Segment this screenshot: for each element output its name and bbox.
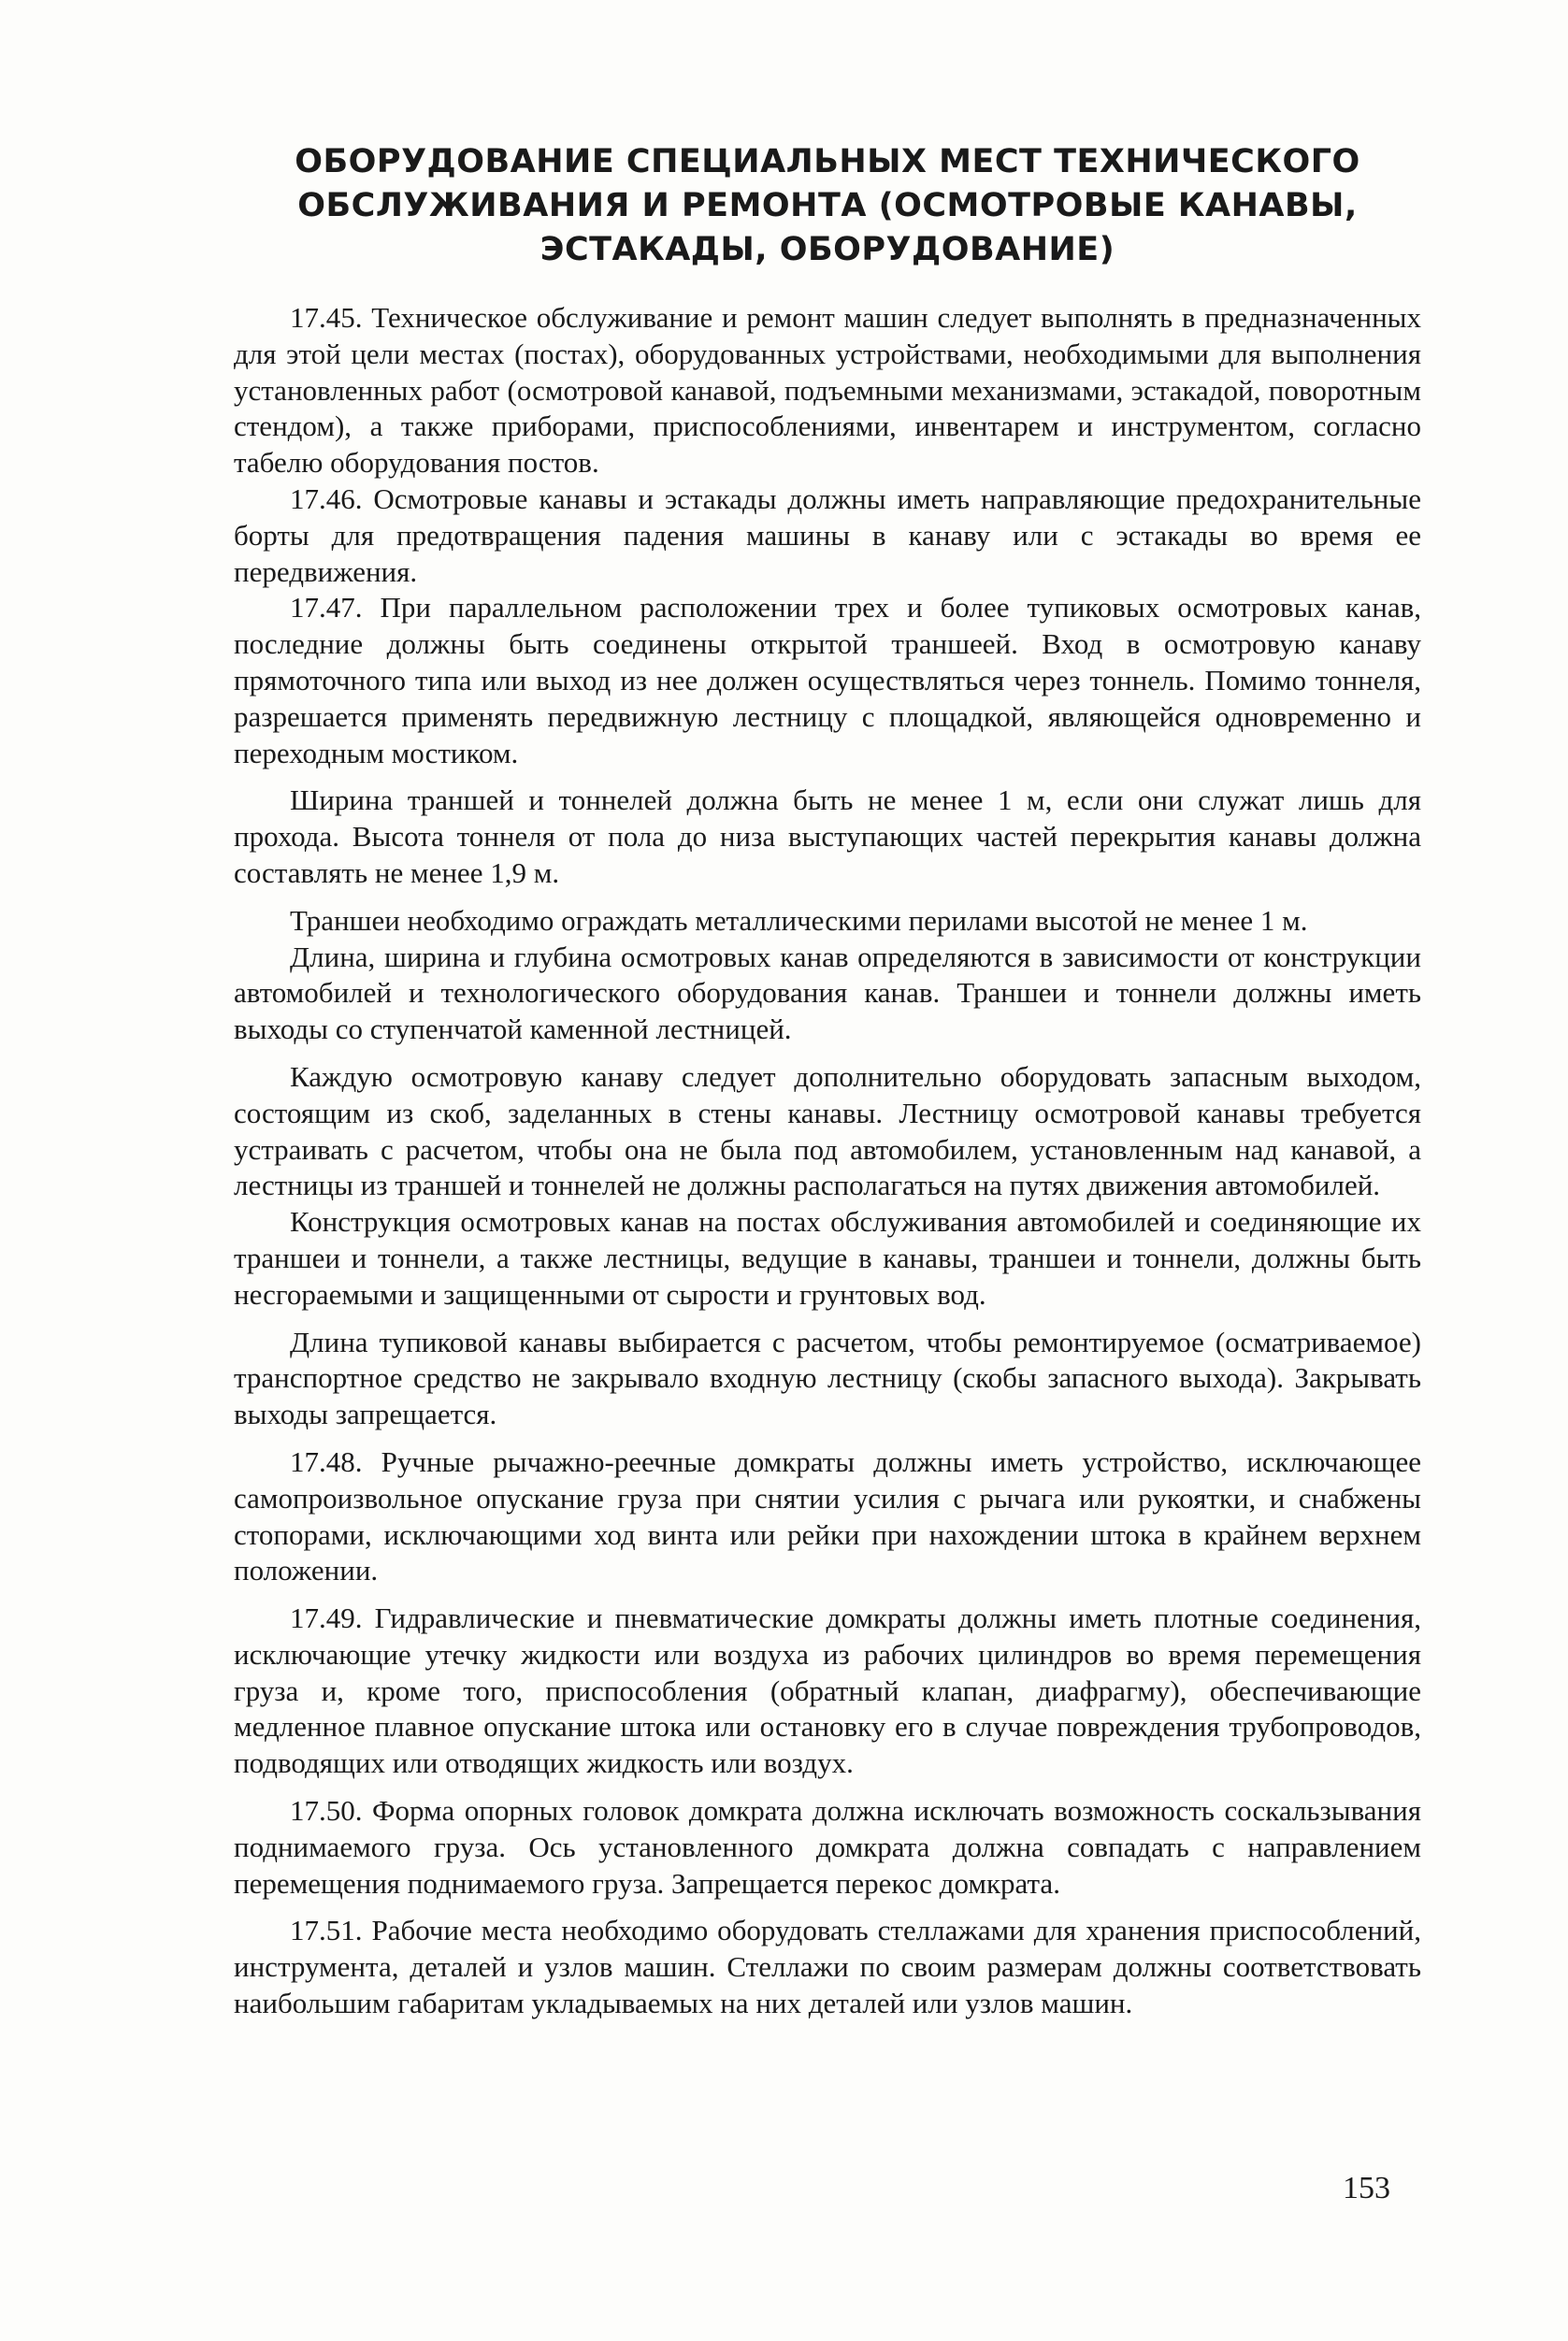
paragraph-17-46: 17.46. Осмотровые канавы и эстакады должны иметь направляющие предохранительные борты для предотвращения падения машины в канаву или с эстакады во время ее передвижения. [234,481,1421,588]
paragraph-dead-end-pit: Длина тупиковой канавы выбирается с расчетом, чтобы ремонтируемое (осматриваемое) транспортное средство не закрывало входную лестницу (скобы запасного выхода). Закрывать выходы запрещается. [234,1325,1421,1431]
page-number: 153 [1343,2171,1390,2205]
paragraph-17-47: 17.47. При параллельном расположении трех и более тупиковых осмотровых канав, последние должны быть соединены открытой траншеей. Вход в осмотровую канаву прямоточного типа или выход из нее должен осуществляться через тоннель. Помимо тоннеля, разрешается применять передвижную лестницу с площадкой, являющейся одновременно и переходным мостиком. [234,591,1421,769]
paragraph-emergency-exit: Каждую осмотровую канаву следует дополнительно оборудовать запасным выходом, состоящим из скоб, заделанных в стены канавы. Лестницу осмотровой канавы требуется устраивать с расчетом, чтобы она не была под автомобилем, установленным над канавой, а лестницы из траншей и тоннелей не должны располагаться на путях движения автомобилей. [234,1059,1421,1202]
paragraph-17-49: 17.49. Гидравлические и пневматические домкраты должны иметь плотные соединения, исключающие утечку жидкости или воздуха из рабочих цилиндров во время перемещения груза и, кроме того, приспособления (обратный клапан, диафрагму), обеспечивающие медленное плавное опускание штока или остановку его в случае повреждения трубопроводов, подводящих или отводящих жидкость или воздух. [234,1601,1421,1780]
paragraph-17-51: 17.51. Рабочие места необходимо оборудовать стеллажами для хранения приспособлений, инструмента, деталей и узлов машин. Стеллажи по своим размерам должны соответствовать наибольшим габаритам укладываемых на них деталей или узлов машин. [234,1914,1421,2020]
paragraph-trench-width: Ширина траншей и тоннелей должна быть не менее 1 м, если они служат лишь для прохода. Высота тоннеля от пола до низа выступающих частей перекрытия канавы должна составлять не менее 1,9 м. [234,783,1421,889]
paragraph-trench-railing: Траншеи необходимо ограждать металлическими перилами высотой не менее 1 м. [290,903,1308,937]
heading-line-2: ОБСЛУЖИВАНИЯ И РЕМОНТА (ОСМОТРОВЫЕ КАНАВЫ, [297,187,1358,224]
paragraph-pit-dimensions: Длина, ширина и глубина осмотровых канав определяются в зависимости от конструкции автомобилей и технологического оборудования канав. Траншеи и тоннели должны иметь выходы со ступенчатой каменной лестницей. [234,940,1421,1046]
paragraph-17-48: 17.48. Ручные рычажно-реечные домкраты должны иметь устройство, исключающее самопроизвольное опускание груза при снятии усилия с рычага или рукоятки, и снабжены стопорами, исключающими ход винта или рейки при нахождении штока в крайнем верхнем положении. [234,1444,1421,1587]
paragraph-17-45: 17.45. Техническое обслуживание и ремонт машин следует выполнять в предназначенных для этой цели местах (постах), оборудованных устройствами, необходимыми для выполнения установленных работ (осмотровой канавой, подъемными механизмами, эстакадой, поворотным стендом), а также приборами, приспособлениями, инвентарем и инструментом, согласно табелю оборудования постов. [234,301,1421,480]
paragraph-pit-construction: Конструкция осмотровых канав на постах обслуживания автомобилей и соединяющие их траншеи и тоннели, а также лестницы, ведущие в канавы, траншеи и тоннели, должны быть несгораемыми и защищенными от сырости и грунтовых вод. [234,1205,1421,1311]
text-column [234,140,1421,2022]
heading-line-3: ЭСТАКАДЫ, ОБОРУДОВАНИЕ) [539,231,1115,268]
paragraph-17-50: 17.50. Форма опорных головок домкрата должна исключать возможность соскальзывания поднимаемого груза. Ось установленного домкрата должна совпадать с направлением перемещения поднимаемого груза. Запрещается перекос домкрата. [234,1794,1421,1900]
heading-line-1: ОБОРУДОВАНИЕ СПЕЦИАЛЬНЫХ МЕСТ ТЕХНИЧЕСКОГО [295,143,1360,180]
section-heading [234,140,1421,272]
